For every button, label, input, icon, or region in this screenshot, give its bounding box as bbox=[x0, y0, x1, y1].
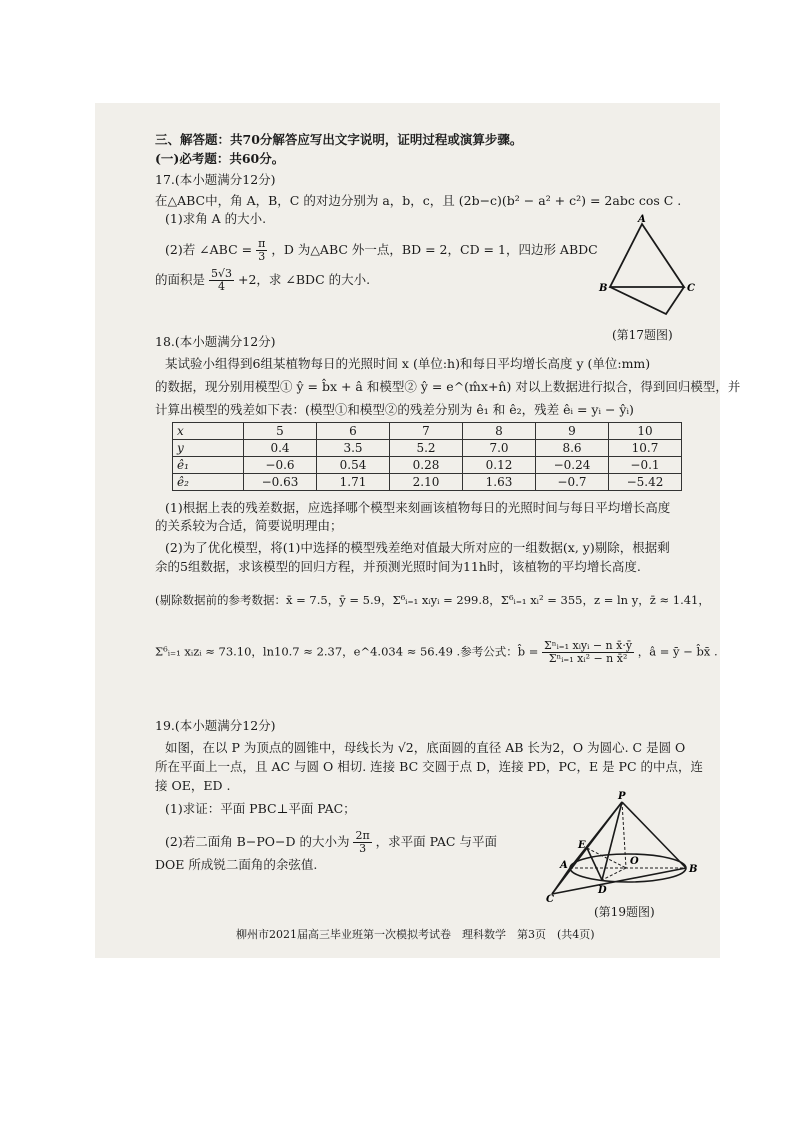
table-cell: −0.1 bbox=[609, 457, 682, 474]
q18-residual-table bbox=[172, 422, 682, 491]
q19-part2-text-b: ，求平面 PAC 与平面 bbox=[375, 834, 497, 849]
q18-part2-line2: 余的5组数据，求该模型的回归方程，并预测光照时间为11h时，该植物的平均增长高度. bbox=[155, 559, 641, 574]
table-cell: 8 bbox=[463, 423, 536, 440]
table-cell: 0.4 bbox=[244, 440, 317, 457]
q18-ref-text: Σ⁶ᵢ₌₁ xᵢzᵢ ≈ 73.10，ln10.7 ≈ 2.37，e^4.034 ≈ 56.49 .参考公式：b̂ = bbox=[155, 644, 539, 659]
table-cell: 10.7 bbox=[609, 440, 682, 457]
q19-part2-line2: DOE 所成锐二面角的余弦值. bbox=[155, 857, 318, 872]
q17-label-a: A bbox=[638, 214, 646, 225]
table-cell: −0.63 bbox=[244, 474, 317, 491]
q19-figure-caption: (第19题图) bbox=[594, 905, 655, 919]
table-cell: −5.42 bbox=[609, 474, 682, 491]
q17-heading: 17.(本小题满分12分) bbox=[155, 172, 276, 187]
row-label: ê₂ bbox=[173, 474, 244, 491]
table-cell: 0.28 bbox=[390, 457, 463, 474]
table-cell: −0.24 bbox=[536, 457, 609, 474]
page-footer: 柳州市2021届高三毕业班第一次模拟考试卷 理科数学 第3页 (共4页) bbox=[236, 928, 595, 941]
q17-figure bbox=[596, 212, 700, 326]
row-label: y bbox=[173, 440, 244, 457]
q18-stem-line3: 计算出模型的残差如下表：(模型①和模型②的残差分别为 ê₁ 和 ê₂，残差 êᵢ = yᵢ − ŷᵢ) bbox=[155, 402, 634, 417]
q19-part2-text-a: (2)若二面角 B−PO−D 的大小为 bbox=[165, 834, 350, 849]
q19-label-e: E bbox=[578, 840, 586, 851]
q17-part2-text-a: (2)若 ∠ABC = bbox=[165, 242, 253, 257]
table-cell: 1.63 bbox=[463, 474, 536, 491]
q17-area-text-post: +2，求 ∠BDC 的大小. bbox=[238, 272, 371, 287]
q19-angle-fraction: $\frac{2\pi}{3}$ bbox=[355, 829, 370, 855]
q18-ref-tail: ，â = ȳ − b̂x̄ . bbox=[637, 644, 718, 659]
q18-formula-fraction: $\frac{\text{Σⁿᵢ₌₁ xᵢyᵢ − n x̄·ȳ}}{\text{Σⁿᵢ₌₁ xᵢ² − n x̄²}}$ bbox=[544, 639, 633, 665]
q19-part2-line1 bbox=[165, 830, 497, 855]
q19-label-o: O bbox=[630, 856, 639, 867]
q17-part2 bbox=[165, 238, 598, 263]
quad-bdc bbox=[610, 287, 684, 314]
edge-ed bbox=[587, 848, 602, 880]
q19-label-c: C bbox=[546, 894, 554, 905]
table-row bbox=[173, 457, 682, 474]
table-cell: −0.7 bbox=[536, 474, 609, 491]
q17-area-text-pre: 的面积是 bbox=[155, 272, 206, 287]
q19-label-a: A bbox=[560, 860, 568, 871]
table-cell: 2.10 bbox=[390, 474, 463, 491]
segment-od bbox=[602, 868, 626, 880]
table-cell: 8.6 bbox=[536, 440, 609, 457]
table-cell: 1.71 bbox=[317, 474, 390, 491]
q19-part1: (1)求证：平面 PBC⊥平面 PAC； bbox=[165, 801, 356, 816]
q18-heading: 18.(本小题满分12分) bbox=[155, 334, 276, 349]
q18-part2-line1: (2)为了优化模型，将(1)中选择的模型残差绝对值最大所对应的一组数据(x, y)剔除，根据剩 bbox=[165, 540, 670, 555]
q17-angle-fraction: $\frac{\pi}{3}$ bbox=[258, 237, 266, 263]
q19-label-p: P bbox=[618, 791, 626, 802]
table-cell: 0.54 bbox=[317, 457, 390, 474]
table-cell: 6 bbox=[317, 423, 390, 440]
table-cell: 0.12 bbox=[463, 457, 536, 474]
table-cell: 9 bbox=[536, 423, 609, 440]
table-cell: 10 bbox=[609, 423, 682, 440]
q18-stem-line1: 某试验小组得到6组某植物每日的光照时间 x (单位:h)和每日平均增长高度 y (单位:mm) bbox=[165, 356, 651, 371]
table-cell: 7.0 bbox=[463, 440, 536, 457]
row-label: x bbox=[173, 423, 244, 440]
q18-stem-line2: 的数据，现分别用模型① ŷ = b̂x + â 和模型② ŷ = e^(m̂x+n̂) 对以上数据进行拟合，得到回归模型，并 bbox=[155, 379, 741, 394]
q19-heading: 19.(本小题满分12分) bbox=[155, 718, 276, 733]
q19-stem-line1: 如图，在以 P 为顶点的圆锥中，母线长为 √2，底面圆的直径 AB 长为2，O 为圆心. C 是圆 O bbox=[165, 740, 686, 755]
table-cell: −0.6 bbox=[244, 457, 317, 474]
table-cell: 7 bbox=[390, 423, 463, 440]
q19-figure bbox=[530, 790, 712, 906]
q17-part1: (1)求角 A 的大小. bbox=[165, 211, 267, 226]
q17-label-c: C bbox=[687, 283, 695, 294]
table-row bbox=[173, 440, 682, 457]
q18-reference-line2 bbox=[155, 640, 718, 665]
height-po bbox=[622, 802, 626, 868]
q17-figure-caption: (第17题图) bbox=[612, 328, 673, 342]
q18-reference-line1: (剔除数据前的参考数据：x̄ = 7.5，ȳ = 5.9，Σ⁶ᵢ₌₁ xᵢyᵢ = 299.8，Σ⁶ᵢ₌₁ xᵢ² = 355，z = ln y，z̄ ≈ 1.41， bbox=[155, 593, 710, 607]
q17-part2-text-b: ，D 为△ABC 外一点，BD = 2，CD = 1，四边形 ABDC bbox=[271, 242, 598, 257]
table-cell: 3.5 bbox=[317, 440, 390, 457]
q17-area-line bbox=[155, 268, 370, 293]
q18-part1-line1: (1)根据上表的残差数据，应选择哪个模型来刻画该植物每日的光照时间与每日平均增长高度 bbox=[165, 500, 671, 515]
row-label: ê₁ bbox=[173, 457, 244, 474]
q17-area-fraction: $\frac{5√3}{4}$ bbox=[211, 267, 233, 293]
q18-part1-line2: 的关系较为合适，简要说明理由； bbox=[155, 518, 343, 533]
table-row bbox=[173, 423, 682, 440]
q19-stem-line2: 所在平面上一点，且 AC 与圆 O 相切. 连接 BC 交圆于点 D，连接 PD，PC，E 是 PC 的中点，连 bbox=[155, 759, 704, 774]
section-subtitle: (一)必考题：共60分。 bbox=[155, 151, 285, 166]
q19-label-b: B bbox=[689, 864, 698, 875]
table-row bbox=[173, 474, 682, 491]
table-cell: 5.2 bbox=[390, 440, 463, 457]
q17-stem: 在△ABC中，角 A，B，C 的对边分别为 a，b，c，且 (2b−c)(b² − a² + c²) = 2abc cos C . bbox=[155, 193, 682, 208]
edge-ac bbox=[552, 868, 570, 894]
q19-label-d: D bbox=[598, 885, 607, 896]
section-title: 三、解答题：共70分解答应写出文字说明，证明过程或演算步骤。 bbox=[155, 132, 523, 147]
triangle-abc bbox=[610, 224, 684, 287]
q17-label-b: B bbox=[599, 283, 608, 294]
table-cell: 5 bbox=[244, 423, 317, 440]
q19-stem-line3: 接 OE，ED . bbox=[155, 778, 231, 793]
